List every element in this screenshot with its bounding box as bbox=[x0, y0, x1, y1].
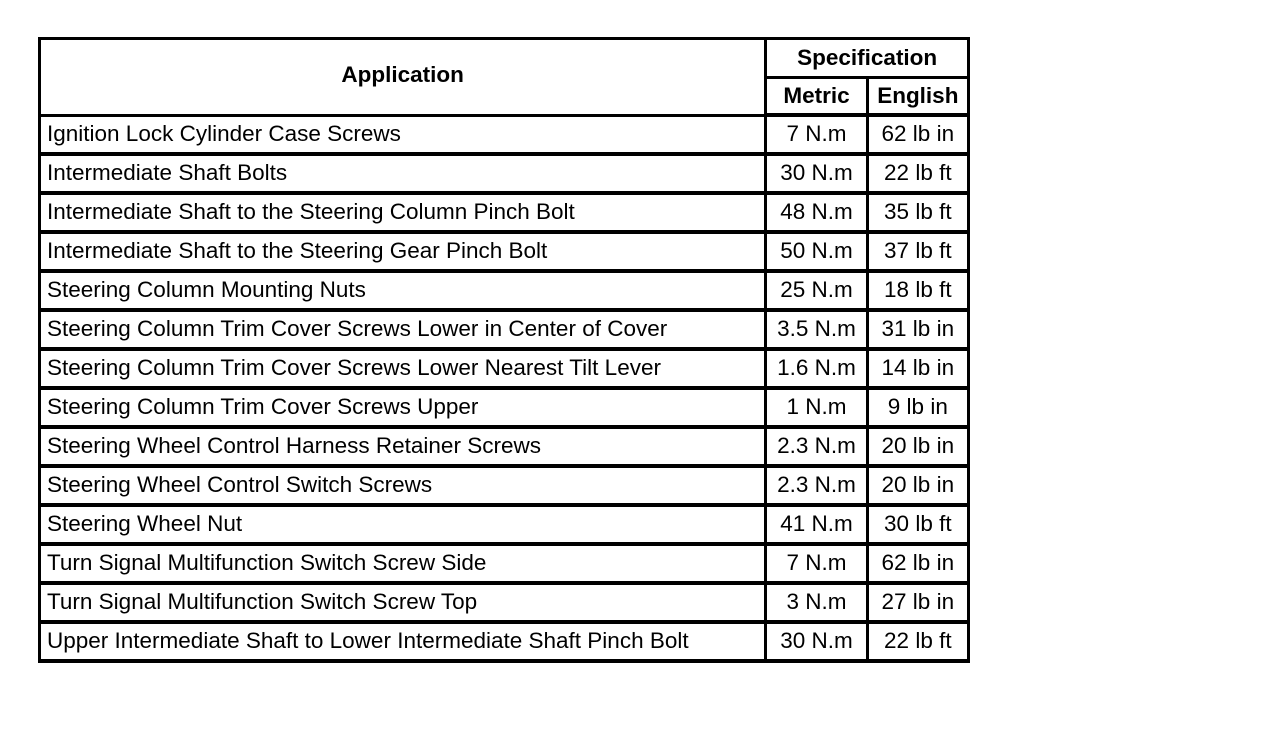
specification-column-header: Specification bbox=[766, 39, 969, 78]
metric-cell: 25 N.m bbox=[766, 271, 867, 310]
table-row bbox=[40, 544, 969, 583]
application-cell: Ignition Lock Cylinder Case Screws bbox=[40, 115, 766, 154]
table-row bbox=[40, 466, 969, 505]
table-row bbox=[40, 622, 969, 661]
application-cell: Turn Signal Multifunction Switch Screw Side bbox=[40, 544, 766, 583]
table-row bbox=[40, 505, 969, 544]
metric-cell: 7 N.m bbox=[766, 544, 867, 583]
table-row bbox=[40, 349, 969, 388]
english-column-header: English bbox=[867, 78, 968, 116]
metric-cell: 50 N.m bbox=[766, 232, 867, 271]
metric-cell: 3 N.m bbox=[766, 583, 867, 622]
application-cell: Upper Intermediate Shaft to Lower Intermediate Shaft Pinch Bolt bbox=[40, 622, 766, 661]
english-cell: 30 lb ft bbox=[867, 505, 968, 544]
metric-cell: 30 N.m bbox=[766, 154, 867, 193]
application-cell: Steering Column Trim Cover Screws Lower Nearest Tilt Lever bbox=[40, 349, 766, 388]
table-row bbox=[40, 427, 969, 466]
english-cell: 22 lb ft bbox=[867, 154, 968, 193]
english-cell: 31 lb in bbox=[867, 310, 968, 349]
metric-cell: 2.3 N.m bbox=[766, 466, 867, 505]
application-column-header: Application bbox=[40, 39, 766, 116]
metric-cell: 3.5 N.m bbox=[766, 310, 867, 349]
english-cell: 14 lb in bbox=[867, 349, 968, 388]
metric-cell: 41 N.m bbox=[766, 505, 867, 544]
application-cell: Intermediate Shaft to the Steering Gear Pinch Bolt bbox=[40, 232, 766, 271]
metric-cell: 30 N.m bbox=[766, 622, 867, 661]
english-cell: 22 lb ft bbox=[867, 622, 968, 661]
metric-cell: 48 N.m bbox=[766, 193, 867, 232]
application-cell: Steering Wheel Control Switch Screws bbox=[40, 466, 766, 505]
fastener-specification-table bbox=[38, 37, 970, 663]
english-cell: 37 lb ft bbox=[867, 232, 968, 271]
application-cell: Steering Wheel Nut bbox=[40, 505, 766, 544]
english-cell: 9 lb in bbox=[867, 388, 968, 427]
table-header bbox=[40, 39, 969, 116]
application-cell: Turn Signal Multifunction Switch Screw Top bbox=[40, 583, 766, 622]
metric-cell: 2.3 N.m bbox=[766, 427, 867, 466]
table-row bbox=[40, 310, 969, 349]
table-row bbox=[40, 193, 969, 232]
metric-column-header: Metric bbox=[766, 78, 867, 116]
table-row bbox=[40, 271, 969, 310]
table-row bbox=[40, 154, 969, 193]
table-row bbox=[40, 115, 969, 154]
application-cell: Intermediate Shaft to the Steering Column Pinch Bolt bbox=[40, 193, 766, 232]
english-cell: 20 lb in bbox=[867, 427, 968, 466]
application-cell: Steering Column Trim Cover Screws Lower in Center of Cover bbox=[40, 310, 766, 349]
application-cell: Steering Column Trim Cover Screws Upper bbox=[40, 388, 766, 427]
table-row bbox=[40, 388, 969, 427]
metric-cell: 1.6 N.m bbox=[766, 349, 867, 388]
english-cell: 62 lb in bbox=[867, 544, 968, 583]
english-cell: 62 lb in bbox=[867, 115, 968, 154]
english-cell: 27 lb in bbox=[867, 583, 968, 622]
application-cell: Intermediate Shaft Bolts bbox=[40, 154, 766, 193]
english-cell: 18 lb ft bbox=[867, 271, 968, 310]
table-body bbox=[40, 115, 969, 661]
application-cell: Steering Wheel Control Harness Retainer Screws bbox=[40, 427, 766, 466]
table-row bbox=[40, 232, 969, 271]
english-cell: 35 lb ft bbox=[867, 193, 968, 232]
english-cell: 20 lb in bbox=[867, 466, 968, 505]
table-row bbox=[40, 583, 969, 622]
metric-cell: 1 N.m bbox=[766, 388, 867, 427]
metric-cell: 7 N.m bbox=[766, 115, 867, 154]
application-cell: Steering Column Mounting Nuts bbox=[40, 271, 766, 310]
